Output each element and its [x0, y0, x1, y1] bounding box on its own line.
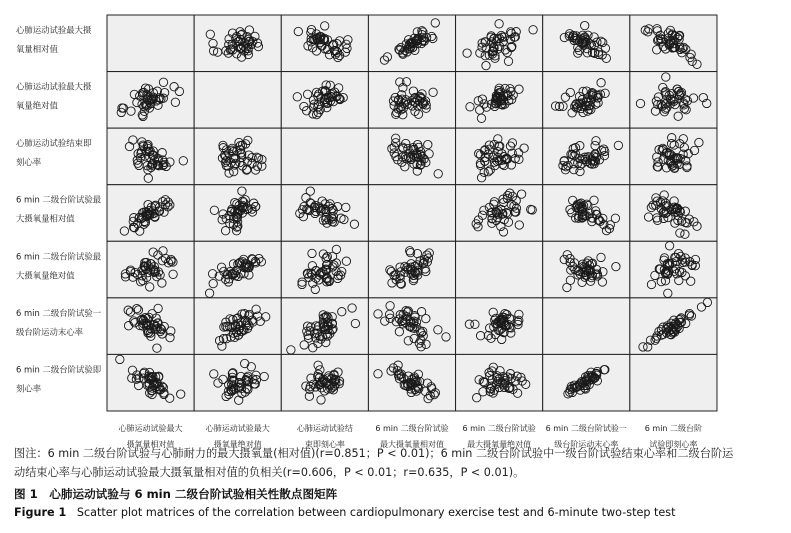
row-label-4-0: 6 min 二级台阶试验最	[16, 251, 102, 262]
row-label-1-1: 氧量绝对值	[16, 100, 58, 111]
col-label-3-0: 6 min 二级台阶试验	[375, 423, 449, 433]
panel-2-0	[107, 128, 194, 185]
panel-0-0	[107, 15, 194, 72]
col-label-5-1: 级台阶运动末心率	[554, 439, 619, 449]
row-label-6-1: 刻心率	[16, 383, 42, 394]
row-label-0-1: 氧量相对值	[16, 44, 58, 54]
col-label-4-1: 最大摄氧量绝对值	[467, 439, 532, 449]
col-label-2-0: 心肺运动试验结	[296, 423, 353, 433]
row-label-5-1: 级台阶运动末心率	[16, 326, 83, 337]
col-label-6-0: 6 min 二级台阶	[644, 423, 703, 433]
row-label-1-0: 心肺运动试验最大摄	[16, 81, 92, 92]
col-label-0-0: 心肺运动试验最大	[118, 423, 183, 433]
row-label-3-0: 6 min 二级台阶试验最	[16, 194, 102, 205]
matrix-panels	[107, 15, 717, 411]
figure-note-line2: 动结束心率与心肺运动试验最大摄氧量相对值的负相关(r=0.606，P < 0.01；r=0.635，P < 0.01)。	[14, 466, 525, 479]
row-label-5-0: 6 min 二级台阶试验一	[16, 307, 102, 318]
col-label-2-1: 束即刻心率	[304, 439, 345, 449]
panel-5-5	[543, 298, 630, 355]
row-label-4-1: 大摄氧量绝对值	[16, 270, 75, 281]
col-label-1-1: 摄氧量绝对值	[213, 439, 262, 449]
row-label-0-0: 心肺运动试验最大摄	[16, 25, 92, 35]
row-labels	[16, 25, 102, 393]
panel-2-2	[281, 128, 368, 185]
col-label-6-1: 试验即刻心率	[649, 439, 698, 449]
row-label-6-0: 6 min 二级台阶试验即	[16, 364, 102, 375]
figure-en-label: Figure 1	[14, 506, 67, 519]
panel-3-3	[368, 185, 455, 242]
col-label-3-1: 最大摄氧量相对值	[379, 439, 444, 449]
col-label-1-0: 心肺运动试验最大	[205, 423, 270, 433]
col-label-5-0: 6 min 二级台阶试验一	[545, 423, 627, 433]
row-label-3-1: 大摄氧量相对值	[16, 213, 75, 224]
figure-title-en	[14, 506, 676, 519]
col-label-0-1: 摄氧量相对值	[126, 439, 175, 449]
panel-4-4	[456, 241, 543, 298]
row-label-2-1: 刻心率	[16, 157, 42, 168]
figure-en-text: Scatter plot matrices of the correlation between cardiopulmonary exercise test and 6-minute two-step test	[76, 506, 676, 519]
row-label-2-0: 心肺运动试验结束即	[16, 138, 92, 149]
figure-note-line1: 图注：6 min 二级台阶试验与心肺耐力的最大摄氧量(相对值)(r=0.851；P < 0.01)；6 min 二级台阶试验中一级台阶试验结束心率和二级台阶运	[14, 447, 734, 460]
col-label-4-0: 6 min 二级台阶试验	[462, 423, 536, 433]
figure-title-cn: 图 1 心肺运动试验与 6 min 二级台阶试验相关性散点图矩阵	[14, 487, 338, 501]
panel-6-6	[630, 354, 717, 411]
panel-4-6	[630, 241, 717, 298]
figure-note	[14, 444, 784, 482]
panel-0-1	[194, 15, 281, 72]
panel-1-1	[194, 72, 281, 129]
